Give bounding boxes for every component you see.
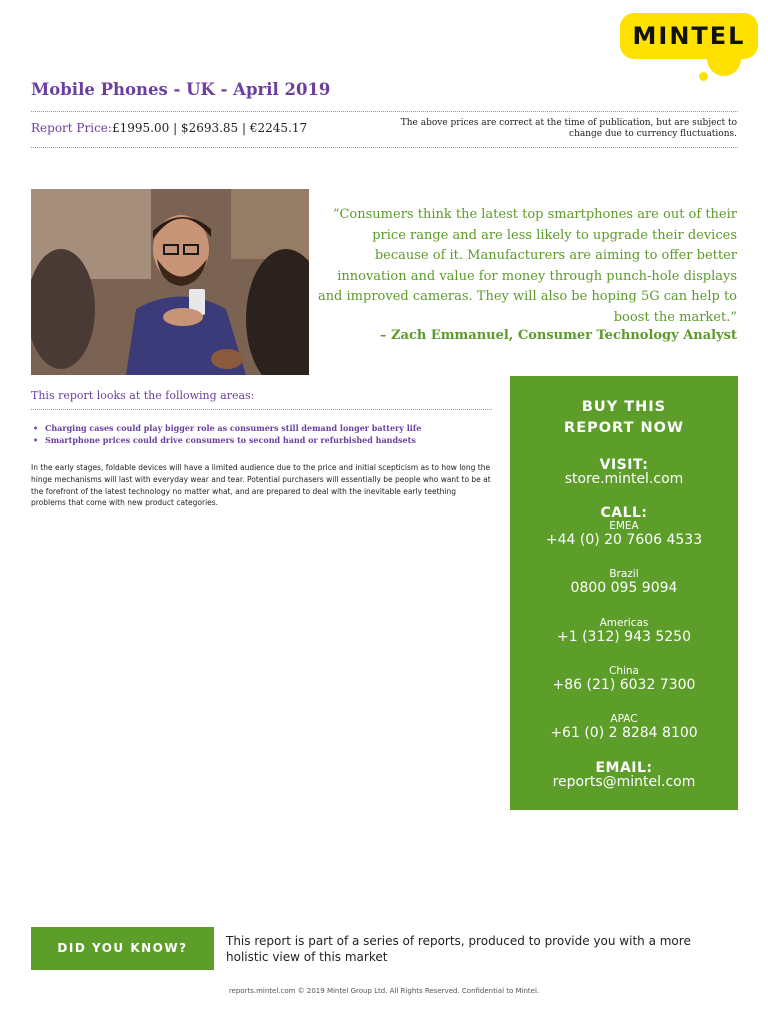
phone-apac[interactable]: +61 (0) 2 8284 8100 [550, 725, 698, 741]
analyst-quote-author: – Zach Emmanuel, Consumer Technology Analyst [380, 328, 737, 343]
report-summary-text: In the early stages, foldable devices will have a limited audience due to the price and initial scepticism as to how long the hinge mechanisms will last with everyday wear and tear. Potential purchasers will essentially be people who want to be at the forefront of the latest technology no matter what, and are prepared to deal with the inevitable early teething problems that come with new product categories. [31, 463, 491, 508]
hero-photo [31, 189, 309, 375]
email-label: EMAIL: [595, 760, 653, 776]
region-name-apac: APAC [610, 713, 638, 725]
footer-copyright: reports.mintel.com © 2019 Mintel Group Ltd. All Rights Reserved. Confidential to Mintel. [228, 987, 540, 995]
phone-china[interactable]: +86 (21) 6032 7300 [552, 677, 696, 693]
report-title: Mobile Phones - UK - April 2019 [31, 80, 331, 99]
mintel-logo-text: MINTEL [632, 22, 746, 50]
region-name-emea: EMEA [609, 520, 639, 532]
store-link[interactable]: store.mintel.com [564, 471, 684, 487]
report-price-values: £1995.00 | $2693.85 | €2245.17 [112, 121, 308, 135]
phone-emea[interactable]: +44 (0) 20 7606 4533 [545, 532, 703, 548]
divider-top [31, 111, 738, 112]
bullet-icon: • [33, 423, 39, 433]
did-you-know-button[interactable]: DID YOU KNOW? [31, 927, 214, 970]
area-item-text: Smartphone prices could drive consumers to second hand or refurbished handsets [45, 435, 416, 445]
price-disclaimer: The above prices are correct at the time of publication, but are subject to change due to currency fluctuations. [400, 118, 737, 139]
region-name-brazil: Brazil [609, 568, 639, 580]
list-item [31, 422, 501, 434]
call-label: CALL: [600, 505, 648, 521]
bullet-icon: • [33, 435, 39, 445]
divider-areas [31, 409, 492, 410]
region-name-americas: Americas [599, 617, 649, 629]
hero-photo-illustration [31, 189, 309, 375]
buy-heading-line1: BUY THIS [581, 399, 667, 415]
mintel-logo-speech-dot [699, 72, 708, 81]
phone-americas[interactable]: +1 (312) 943 5250 [557, 629, 691, 645]
areas-list [31, 422, 501, 446]
phone-brazil[interactable]: 0800 095 9094 [570, 580, 678, 596]
report-price-label: Report Price: [31, 121, 112, 135]
did-you-know-text: This report is part of a series of reports, produced to provide you with a more holistic view of this market [226, 934, 691, 964]
list-item [31, 434, 501, 446]
divider-price [31, 147, 738, 148]
mintel-logo-speech-tail [707, 52, 741, 76]
analyst-quote: “Consumers think the latest top smartphones are out of their price range and are less likely to upgrade their devices because of it. Manufacturers are aiming to offer better innovation and value for money through punch-hole displays and improved cameras. They will also be hoping 5G can help to boost the market.” [317, 207, 737, 325]
areas-heading: This report looks at the following areas: [31, 389, 255, 402]
buy-report-panel [510, 376, 738, 810]
area-item-text: Charging cases could play bigger role as consumers still demand longer battery life [45, 423, 422, 433]
region-name-china: China [609, 665, 639, 677]
email-link[interactable]: reports@mintel.com [552, 774, 696, 790]
buy-heading-line2: REPORT NOW [564, 420, 684, 436]
visit-label: VISIT: [599, 457, 649, 473]
